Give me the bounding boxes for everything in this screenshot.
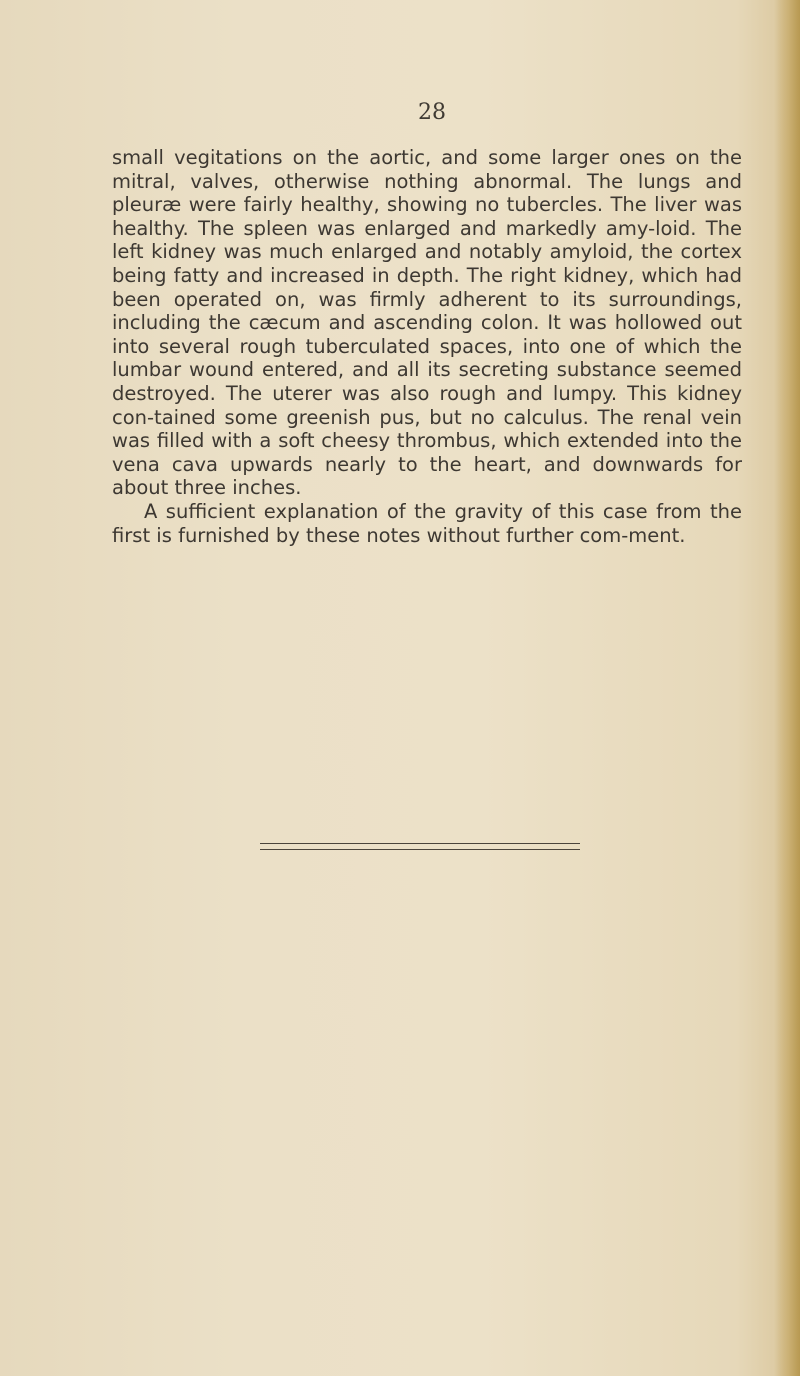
- paragraph-1: small vegitations on the aortic, and some larger ones on the mitral, valves, otherwise nothing abnormal. The lungs and pleuræ were fairly healthy, showing no tubercles. The liver was healthy. The spleen was enlarged and markedly amy-loid. The left kidney was much enlarged and notably amyloid, the cortex being fatty and increased in depth. The right kidney, which had been operated on, was firmly adherent to its surroundings, including the cæcum and ascending colon. It was hollowed out into several rough tuberculated spaces, into one of which the lumbar wound entered, and all its secreting substance seemed destroyed. The uterer was also rough and lumpy. This kidney con-tained some greenish pus, but no calculus. The renal vein was filled with a soft cheesy thrombus, which extended into the vena cava upwards nearly to the heart, and downwards for about three inches.: [112, 146, 742, 500]
- body-text: [112, 146, 742, 547]
- page-number: 28: [418, 100, 446, 125]
- section-rule-top: [260, 843, 580, 844]
- paragraph-2: A sufficient explanation of the gravity of this case from the first is furnished by these notes without further com-ment.: [112, 499, 742, 547]
- page-edge-shadow: [774, 0, 800, 1376]
- section-rule-bottom: [260, 849, 580, 850]
